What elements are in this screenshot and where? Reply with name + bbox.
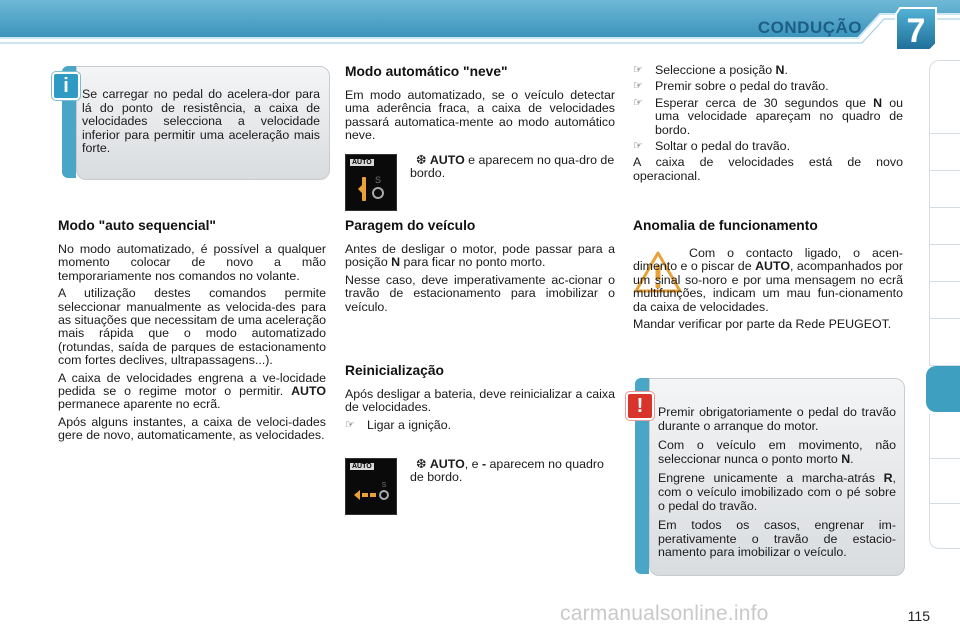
bullet-4: ☞ Soltar o pedal do travão. — [633, 139, 791, 154]
neve-title: Modo automático "neve" — [345, 64, 508, 79]
svg-text:S: S — [374, 175, 382, 185]
side-tab[interactable] — [929, 459, 960, 504]
side-tab[interactable] — [929, 282, 960, 319]
right-top-body — [633, 64, 903, 187]
snow-gear-icon — [356, 173, 388, 205]
pointing-hand-icon: ☞ — [633, 64, 643, 76]
auto-seq-p4: Após alguns instantes, a caixa de veloci-dades gere de novo, automaticamente, as velocidades. — [58, 414, 326, 443]
bullet-1: ☞ Seleccione a posição N. — [633, 63, 788, 77]
chapter-title: CONDUÇÃO — [757, 18, 862, 37]
auto-label: AUTO — [352, 463, 372, 470]
paragem-title: Paragem do veículo — [345, 218, 476, 233]
auto-seq-p1: No modo automatizado, é possível a qualquer momento colocar de novo a mão temporariamente nos comandos no volante. — [58, 242, 326, 283]
warning-note-text — [658, 406, 896, 566]
side-tab[interactable] — [929, 208, 960, 245]
side-tab[interactable] — [929, 414, 960, 459]
reinic-body — [345, 388, 615, 435]
reinic-display-text: ❆ AUTO, e - aparecem no quadro de bordo. — [410, 457, 604, 485]
svg-text:S: S — [381, 482, 387, 489]
paragem-body — [345, 243, 615, 318]
reinic-title: Reinicialização — [345, 363, 444, 378]
auto-seq-p2: A utilização destes comandos permite seleccionar manualmente as velocida-des para as situações que necessitam de uma aceleração mais rápida que o modo automatizado (rotundas, saída de parques de estacionamento com fortes declives, ultrapassagens...). — [58, 286, 326, 368]
page-number: 115 — [907, 608, 930, 624]
warn-p2: Com o veículo em movimento, não seleccionar nunca o ponto morto N. — [658, 438, 896, 466]
info-icon: i — [52, 72, 80, 100]
exclamation-icon: ! — [626, 392, 654, 420]
pointing-hand-icon: ☞ — [633, 140, 643, 153]
pointing-hand-icon: ☞ — [633, 96, 643, 109]
auto-neve-display — [345, 154, 397, 211]
chapter-number: 7 — [906, 12, 926, 50]
neve-body: Em modo automatizado, se o veículo detectar uma aderência fraca, a caixa de velocidades passará automatica-mente ao modo automático neve. — [345, 88, 615, 143]
side-tab[interactable] — [929, 97, 960, 134]
side-tab[interactable] — [929, 319, 960, 366]
pointing-hand-icon: ☞ — [345, 418, 355, 431]
auto-seq-title: Modo "auto sequencial" — [58, 218, 216, 233]
anomalia-p2: Mandar verificar por parte da Rede PEUGEOT. — [633, 317, 892, 332]
anomalia-p1: Com o contacto ligado, o acen-dimento e o piscar de AUTO, acompanhados por um sinal so-noro e por uma mensagem no ecrã multifunções, indicam um mau fun-cionamento da caixa de velocidades. — [633, 246, 903, 314]
anomalia-title: Anomalia de funcionamento — [633, 218, 818, 233]
dash-gear-icon — [352, 481, 392, 509]
side-tab[interactable] — [929, 504, 960, 549]
warn-p4: Em todos os casos, engrenar im-perativamente o travão de estacio-namento para imobilizar o veículo. — [658, 518, 896, 560]
reinic-p1: Após desligar a bateria, deve reinicializar a caixa de velocidades. — [345, 387, 615, 415]
side-tab[interactable] — [929, 134, 960, 171]
info-note-text: Se carregar no pedal do acelera-dor para lá do ponto de resistência, a caixa de velocidades selecciona a velocidade inferior para permitir uma aceleração mais forte. — [82, 87, 320, 156]
side-tab[interactable] — [929, 60, 960, 98]
snowflake-icon: ❆ — [416, 153, 427, 167]
reinic-bullet: ☞ Ligar a ignição. — [345, 417, 452, 432]
side-tab[interactable] — [929, 171, 960, 208]
warn-p3: Engrene unicamente a marcha-atrás R, com o veículo imobilizado com o pé sobre o pedal do travão. — [658, 471, 896, 513]
paragem-p1: Antes de desligar o motor, pode passar para a posição N para ficar no ponto morto. — [345, 242, 615, 270]
pointing-hand-icon: ☞ — [633, 80, 643, 93]
auto-seq-body — [58, 243, 326, 447]
auto-seq-p3: A caixa de velocidades engrena a ve-locidade pedida se o regime motor o permitir. AUTO permanece aparente no ecrã. — [58, 370, 326, 412]
snowflake-icon: ❆ — [416, 457, 427, 471]
warn-p1: Premir obrigatoriamente o pedal do travão durante o arranque do motor. — [658, 405, 896, 433]
side-tab-active[interactable] — [926, 366, 960, 412]
anomalia-body — [633, 247, 903, 335]
auto-reinit-display — [345, 458, 397, 515]
watermark: carmanualsonline.info — [560, 602, 769, 625]
paragem-p2: Nesse caso, deve imperativamente ac-cionar o travão de estacionamento para imobilizar o veículo. — [345, 272, 615, 314]
right-top-p: A caixa de velocidades está de novo operacional. — [633, 155, 903, 183]
neve-display-text: ❆ AUTO e aparecem no qua-dro de bordo. — [410, 153, 615, 181]
bullet-2: ☞ Premir sobre o pedal do travão. — [633, 79, 829, 94]
bullet-3: ☞ Esperar cerca de 30 segundos que N ou uma velocidade apareçam no quadro de bordo. — [633, 95, 903, 137]
chapter-number-badge — [894, 6, 938, 52]
side-tab[interactable] — [929, 245, 960, 282]
auto-label: AUTO — [352, 159, 372, 166]
